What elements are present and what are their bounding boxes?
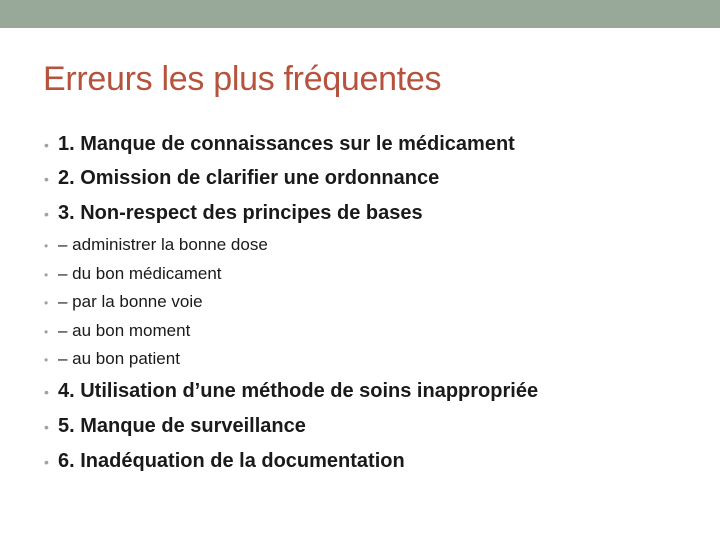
list-item — [44, 133, 515, 156]
list-item-text: – du bon médicament — [58, 264, 222, 283]
list-item — [44, 349, 180, 369]
bullet-icon: • — [44, 325, 49, 339]
list-item-text: 4. Utilisation d’une méthode de soins inappropriée — [58, 380, 539, 402]
list-item-text: – administrer la bonne dose — [58, 235, 268, 254]
bullet-icon: • — [44, 454, 49, 470]
bullet-icon: • — [44, 384, 49, 400]
list-item-text: 1. Manque de connaissances sur le médicament — [58, 133, 515, 155]
slide-title: Erreurs les plus fréquentes — [43, 60, 442, 98]
bullet-icon: • — [44, 268, 49, 282]
list-item-text: 3. Non-respect des principes de bases — [58, 202, 423, 224]
bullet-icon: • — [44, 137, 49, 153]
list-item — [44, 167, 439, 190]
list-item — [44, 380, 538, 403]
bullet-icon: • — [44, 171, 49, 187]
bullet-icon: • — [44, 419, 49, 435]
list-item — [44, 264, 222, 284]
list-item — [44, 292, 203, 312]
list-item — [44, 415, 306, 438]
list-item — [44, 235, 268, 255]
list-item — [44, 202, 423, 225]
bullet-icon: • — [44, 239, 49, 253]
bullet-icon: • — [44, 353, 49, 367]
list-item-text: 2. Omission de clarifier une ordonnance — [58, 167, 440, 189]
bullet-icon: • — [44, 206, 49, 222]
list-item-text: – par la bonne voie — [58, 292, 203, 311]
list-item — [44, 321, 190, 341]
list-item-text: – au bon moment — [58, 321, 191, 340]
list-item — [44, 450, 405, 473]
list-item-text: 5. Manque de surveillance — [58, 415, 306, 437]
bullet-icon: • — [44, 296, 49, 310]
list-item-text: – au bon patient — [58, 349, 180, 368]
list-item-text: 6. Inadéquation de la documentation — [58, 450, 405, 472]
